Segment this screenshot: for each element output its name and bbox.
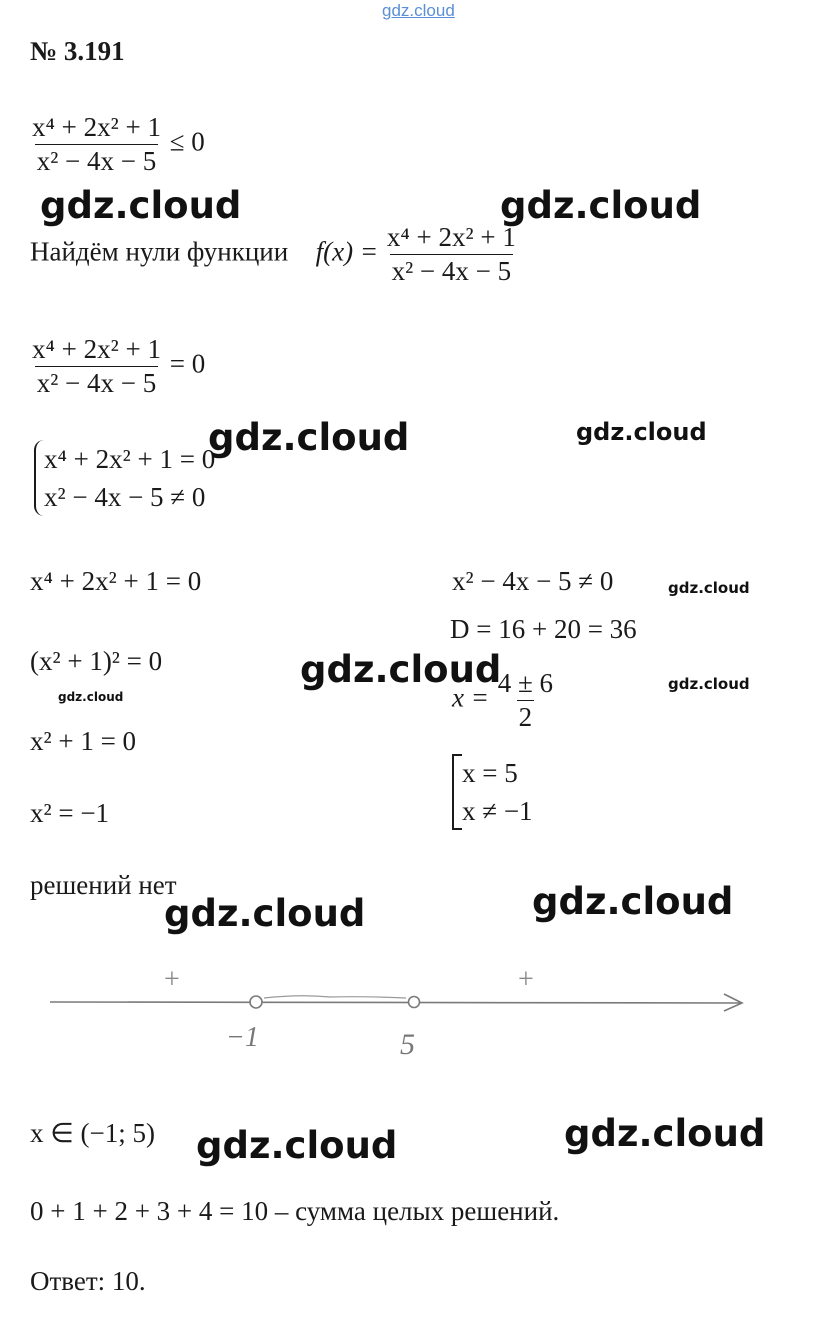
point-label-5: 5 [400, 1028, 415, 1056]
system-line-2: x² − 4x − 5 ≠ 0 [44, 482, 206, 512]
point-5-circle [409, 997, 420, 1008]
watermark: gdz.cloud [196, 1124, 398, 1167]
function-fraction [385, 222, 518, 287]
point-label-minus1: −1 [226, 1022, 259, 1053]
watermark: gdz.cloud [564, 1112, 766, 1155]
inequality-relation: ≤ 0 [169, 126, 205, 157]
no-solutions-text: решений нет [30, 870, 177, 900]
roots-set [452, 754, 533, 830]
root-2: x ≠ −1 [462, 796, 533, 826]
root-1: x = 5 [462, 758, 518, 788]
site-link[interactable]: gdz.cloud [382, 1, 455, 20]
number-line-axis [50, 1002, 740, 1003]
roots-formula-denominator: 2 [518, 702, 533, 732]
roots-formula-fraction [496, 668, 555, 733]
find-zeros-line [30, 222, 518, 287]
equation [30, 334, 205, 399]
discriminant: D = 16 + 20 = 36 [450, 614, 637, 644]
problem-number: № 3.191 [30, 36, 125, 66]
equation-relation: = 0 [169, 348, 206, 379]
final-answer: Ответ: 10. [30, 1266, 146, 1296]
find-zeros-text: Найдём нули функции [30, 236, 289, 267]
inequality [30, 112, 205, 177]
sum-line: 0 + 1 + 2 + 3 + 4 = 10 – сумма целых решений. [30, 1196, 560, 1226]
watermark: gdz.cloud [164, 892, 366, 935]
interval-hatch [264, 996, 406, 998]
answer-interval: x ∈ (−1; 5) [30, 1118, 155, 1148]
function-numerator: x⁴ + 2x² + 1 [386, 222, 516, 252]
equation-system [34, 440, 215, 516]
left-step-1: x⁴ + 2x² + 1 = 0 [30, 566, 202, 596]
watermark: gdz.cloud [58, 690, 124, 704]
equation-denominator: x² − 4x − 5 [36, 368, 157, 398]
equation-fraction [30, 334, 163, 399]
watermark: gdz.cloud [300, 648, 502, 691]
number-line [40, 966, 800, 1056]
roots-formula-label: x = [452, 682, 489, 713]
left-step-3: x² + 1 = 0 [30, 726, 137, 756]
inequality-numerator: x⁴ + 2x² + 1 [32, 112, 161, 142]
left-step-2: (x² + 1)² = 0 [30, 646, 163, 676]
watermark: gdz.cloud [40, 184, 242, 227]
point-minus1-circle [250, 996, 262, 1008]
watermark: gdz.cloud [208, 416, 410, 459]
watermark: gdz.cloud [532, 880, 734, 923]
inequality-fraction [30, 112, 163, 177]
system-line-1: x⁴ + 2x² + 1 = 0 [44, 444, 216, 474]
watermark: gdz.cloud [576, 418, 707, 446]
sign-left: + [164, 966, 180, 995]
watermark: gdz.cloud [500, 184, 702, 227]
watermark: gdz.cloud [668, 579, 750, 597]
right-step-1: x² − 4x − 5 ≠ 0 [452, 566, 614, 596]
inequality-denominator: x² − 4x − 5 [36, 146, 157, 176]
equation-numerator: x⁴ + 2x² + 1 [32, 334, 161, 364]
function-denominator: x² − 4x − 5 [391, 256, 512, 286]
sign-right: + [518, 966, 534, 995]
watermark: gdz.cloud [668, 675, 750, 693]
roots-formula-numerator: 4 ± 6 [497, 668, 554, 698]
left-step-4: x² = −1 [30, 798, 110, 828]
function-label: f(x) = [315, 236, 379, 267]
